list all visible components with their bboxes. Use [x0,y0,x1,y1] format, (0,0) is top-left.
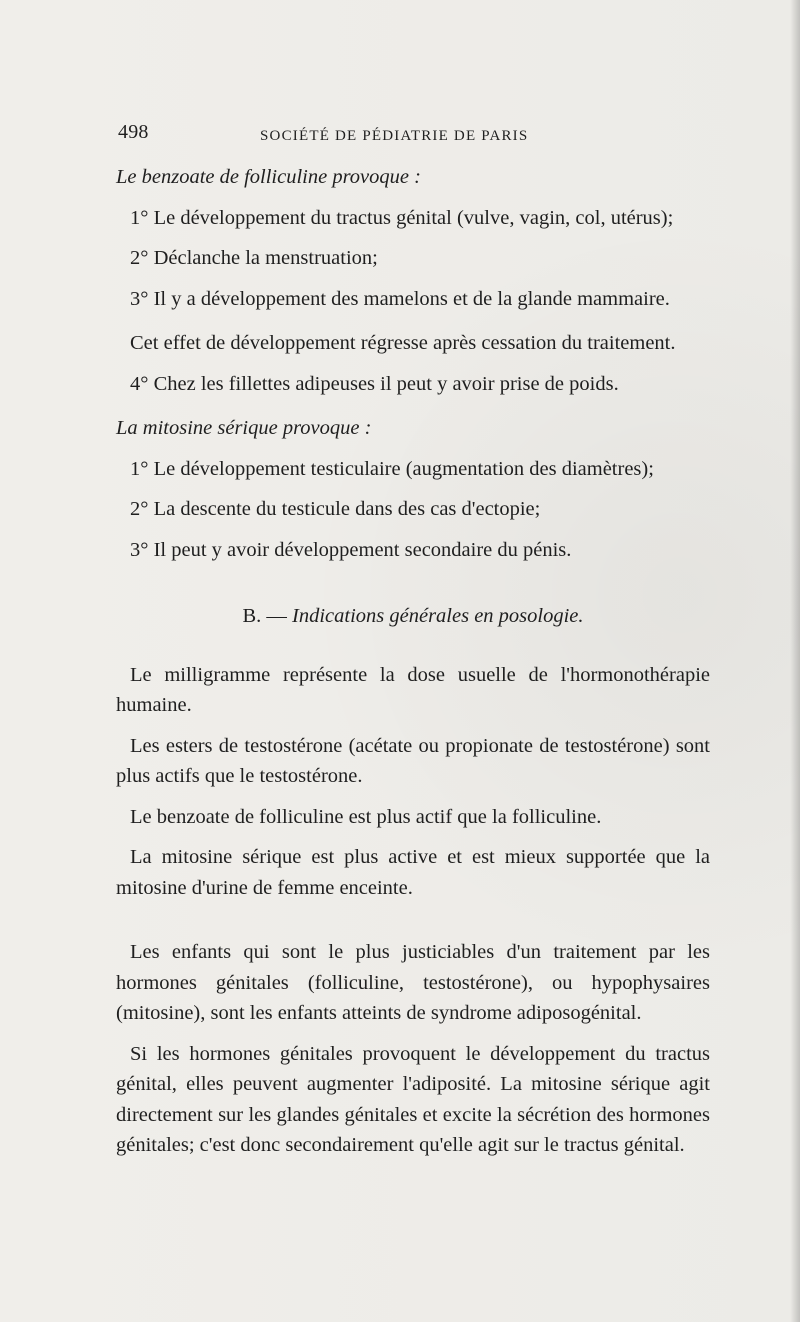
section-title: Indications générales en posologie. [292,605,584,627]
benzoate-item-4: 4° Chez les fillettes adipeuses il peut y avoir prise de poids. [130,372,619,395]
page-edge-shadow [790,0,800,1322]
paragraph-6: Si les hormones génitales provoquent le développement du tractus génital, elles peuvent augmenter l'adiposité. La mitosine sérique agit directement sur les glandes génitales et excite la sécrétion des hormones génitales; c'est donc secondairement qu'elle agit sur le tractus génital. [116,1042,710,1156]
mitosine-item-2: 2° La descente du testicule dans des cas d'ectopie; [130,498,541,520]
benzoate-note: Cet effet de développement régresse après cessation du traitement. [130,332,676,354]
main-text [116,162,710,1161]
section-heading [116,601,710,632]
section-prefix: B. — [242,605,287,627]
paragraph-3: Le benzoate de folliculine est plus actif que la folliculine. [130,805,602,828]
page-number: 498 [118,121,149,143]
benzoate-item-2: 2° Déclanche la menstruation; [130,247,378,269]
mitosine-item-3: 3° Il peut y avoir développement secondaire du pénis. [130,538,572,561]
paragraph-5: Les enfants qui sont le plus justiciables d'un traitement par les hormones génitales (folliculine, testostérone), ou hypophysaires (mitosine), sont les enfants atteints de syndrome adiposogénital. [116,941,710,1024]
mitosine-intro: La mitosine sérique provoque : [116,417,372,439]
benzoate-intro: Le benzoate de folliculine provoque : [116,166,421,188]
mitosine-item-1: 1° Le développement testiculaire (augmentation des diamètres); [130,457,654,480]
paragraph-4: La mitosine sérique est plus active et est mieux supportée que la mitosine d'urine de femme enceinte. [116,846,710,899]
paragraph-1: Le milligramme représente la dose usuelle de l'hormonothérapie humaine. [116,663,710,716]
paragraph-2: Les esters de testostérone (acétate ou propionate de testostérone) sont plus actifs que le testostérone. [116,734,710,787]
benzoate-item-1: 1° Le développement du tractus génital (vulve, vagin, col, utérus); [130,206,674,229]
running-head: SOCIÉTÉ DE PÉDIATRIE DE PARIS [260,128,529,144]
benzoate-item-3: 3° Il y a développement des mamelons et de la glande mammaire. [130,287,670,310]
